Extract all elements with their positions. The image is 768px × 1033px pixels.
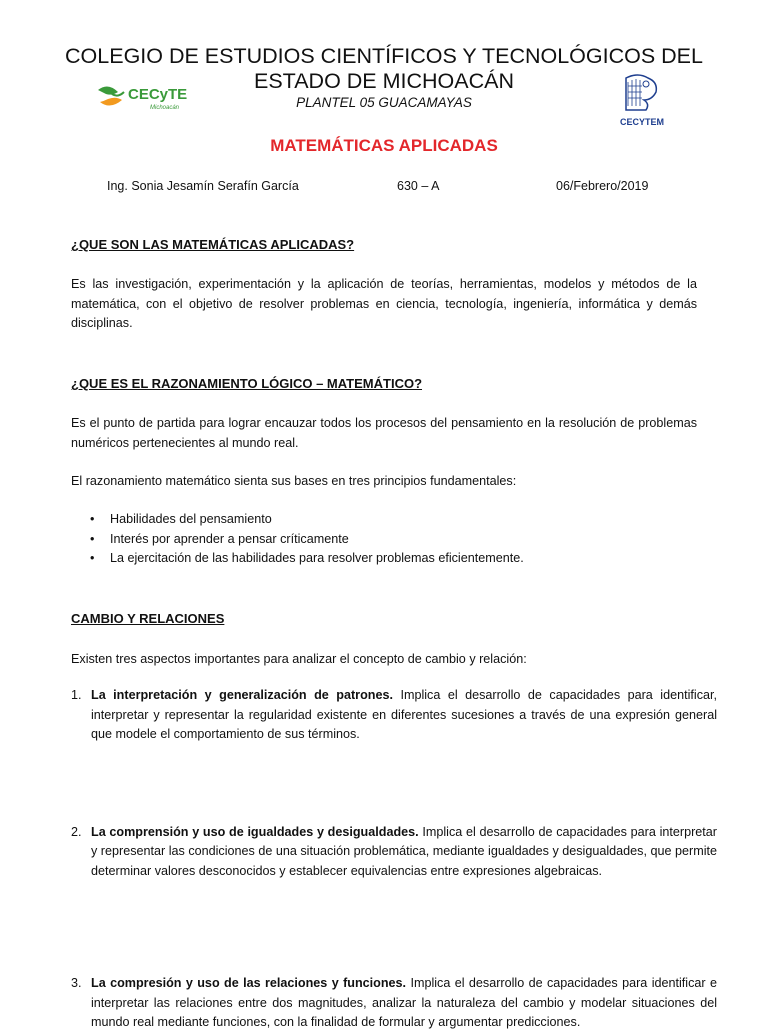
section-2-paragraph-1: Es el punto de partida para lograr encauzar todos los procesos del pensamiento en la resolución de problemas numéricos pertenecientes al mundo real. bbox=[71, 416, 697, 450]
subject-title: MATEMÁTICAS APLICADAS bbox=[270, 136, 498, 155]
plantel-subtitle: PLANTEL 05 GUACAMAYAS bbox=[296, 95, 472, 110]
item-bold-lead: La compresión y uso de las relaciones y funciones. bbox=[91, 976, 407, 990]
list-item: • Habilidades del pensamiento bbox=[90, 510, 697, 530]
item-number: 3. bbox=[71, 976, 82, 990]
item-text: Implica el desarrollo de capacidades para identificar, interpretar y representar la regularidad existente en diferentes sucesiones a través de una expresión general que modele el comportamiento de sus términos. bbox=[91, 688, 717, 741]
institution-title-line1: COLEGIO DE ESTUDIOS CIENTÍFICOS Y TECNOLÓGICOS DEL bbox=[65, 44, 703, 68]
list-item: • La ejercitación de las habilidades para resolver problemas eficientemente. bbox=[90, 549, 697, 569]
cecyte-logo-subtext: Michoacán bbox=[150, 105, 180, 111]
section-3-heading: CAMBIO Y RELACIONES bbox=[71, 611, 225, 626]
item-bold-lead: La comprensión y uso de igualdades y desigualdades. bbox=[91, 824, 419, 839]
section-heading bbox=[71, 235, 697, 256]
numbered-item-2 bbox=[71, 823, 717, 882]
list-item: • Interés por aprender a pensar críticamente bbox=[90, 530, 697, 550]
group-label: 630 – A bbox=[397, 179, 440, 193]
cecyte-logo-text: CECyTE bbox=[128, 86, 188, 103]
item-bold-lead: La interpretación y generalización de patrones. bbox=[91, 688, 393, 702]
section-heading bbox=[71, 609, 697, 630]
numbered-item-1 bbox=[71, 686, 717, 745]
item-number: 2. bbox=[71, 824, 82, 839]
section-3-intro: Existen tres aspectos importantes para analizar el concepto de cambio y relación: bbox=[71, 652, 527, 666]
section-2-heading: ¿QUE ES EL RAZONAMIENTO LÓGICO – MATEMÁTICO? bbox=[71, 376, 423, 391]
cecytem-logo-text: CECYTEM bbox=[619, 117, 665, 127]
principles-list bbox=[71, 510, 697, 569]
section-heading bbox=[71, 374, 697, 395]
section-2-paragraph-2: El razonamiento matemático sienta sus bases en tres principios fundamentales: bbox=[71, 474, 517, 488]
date-label: 06/Febrero/2019 bbox=[556, 179, 649, 193]
item-text: Implica el desarrollo de capacidades para interpretar y representar las condiciones de una situación problemática, mediante igualdades y desigualdades, que permite determinar valores desconocidos y establecer equivalencias entre expresiones algebraicas. bbox=[91, 824, 717, 878]
section-1-paragraph: Es las investigación, experimentación y la aplicación de teorías, herramientas, modelos y métodos de la matemática, con el objetivo de resolver problemas en ciencia, tecnología, ingeniería, informática y demás disciplinas. bbox=[71, 277, 697, 330]
item-text: Implica el desarrollo de capacidades para identificar e interpretar las relaciones entre dos magnitudes, analizar la naturaleza del cambio y modelar situaciones del mundo real mediante funciones, con la finalidad de formular y argumentar predicciones. bbox=[91, 976, 717, 1029]
institution-title-line2: ESTADO DE MICHOACÁN bbox=[253, 69, 514, 93]
item-number: 1. bbox=[71, 688, 82, 702]
section-1-heading: ¿QUE SON LAS MATEMÁTICAS APLICADAS? bbox=[71, 237, 355, 252]
teacher-name: Ing. Sonia Jesamín Serafín García bbox=[107, 179, 299, 193]
